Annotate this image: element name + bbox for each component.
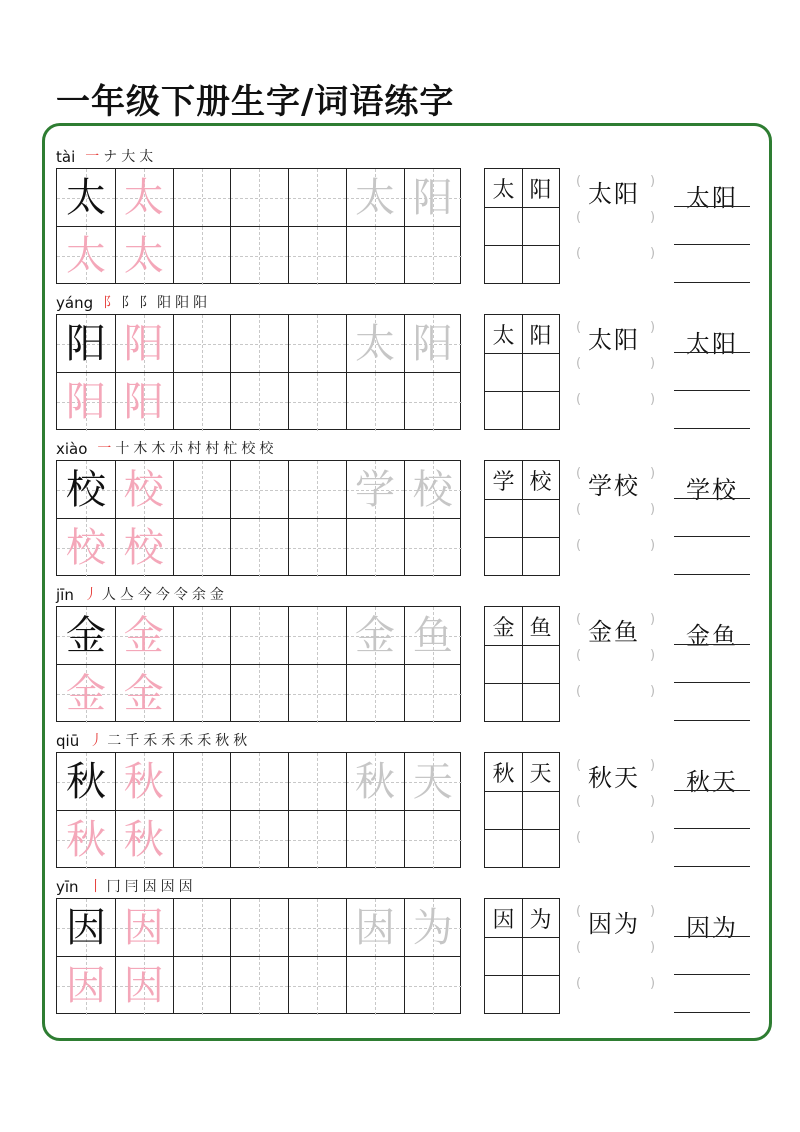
grid-cell[interactable] [346, 957, 404, 1015]
grid-cell[interactable] [230, 169, 288, 227]
word-text: 学校 [588, 472, 640, 500]
grid-cell[interactable] [288, 957, 346, 1015]
grid-cell[interactable] [346, 665, 404, 723]
writing-line[interactable] [674, 974, 750, 975]
paren-left: ( [576, 466, 582, 481]
paren-right: ) [650, 830, 656, 845]
writing-line[interactable] [674, 352, 750, 353]
trace-character: 阳 [123, 378, 164, 425]
stroke-step: 余 [191, 587, 206, 603]
stroke-step: 校 [241, 441, 256, 457]
trace-character: 金 [123, 613, 164, 659]
word-grid-character: 校 [529, 469, 552, 495]
word-text-underlined: 太阳 [686, 184, 738, 212]
word-trace-character: 太 [355, 321, 395, 367]
trace-character: 因 [123, 962, 164, 1009]
grid-divider [485, 353, 559, 354]
model-character: 校 [66, 467, 106, 513]
paren-left: ( [576, 794, 582, 809]
stroke-order-row [56, 140, 153, 166]
grid-cell[interactable] [288, 227, 346, 285]
stroke-step: 禾 [143, 733, 158, 749]
tracing-grid[interactable] [56, 314, 461, 430]
word-text-underlined: 学校 [686, 476, 738, 504]
grid-cell[interactable] [346, 811, 404, 869]
stroke-step: 丨 [88, 879, 103, 895]
paren-left: ( [576, 392, 582, 407]
stroke-order-row [56, 870, 193, 896]
grid-cell[interactable] [230, 607, 288, 665]
paren-right: ) [650, 904, 656, 919]
grid-divider [485, 207, 559, 208]
stroke-step: 金 [209, 587, 224, 603]
word-grid[interactable] [484, 898, 560, 1014]
paren-right: ) [650, 320, 656, 335]
grid-cell[interactable] [230, 373, 288, 431]
word-text-underlined: 金鱼 [686, 622, 738, 650]
grid-cell[interactable] [346, 373, 404, 431]
paren-left: ( [576, 210, 582, 225]
grid-cell[interactable] [173, 169, 231, 227]
paren-left: ( [576, 612, 582, 627]
paren-left: ( [576, 976, 582, 991]
word-grid[interactable] [484, 168, 560, 284]
grid-cell[interactable] [404, 227, 462, 285]
stroke-step: 禾 [161, 733, 176, 749]
grid-cell[interactable] [288, 899, 346, 957]
grid-cell[interactable] [230, 665, 288, 723]
stroke-order-row [56, 286, 207, 312]
paren-left: ( [576, 356, 582, 371]
pinyin-label: yīn [56, 878, 79, 896]
stroke-step: 十 [115, 441, 130, 457]
pinyin-label: yáng [56, 294, 94, 312]
paren-right: ) [650, 466, 656, 481]
stroke-step: 秋 [215, 733, 230, 749]
stroke-step: 阝 [121, 295, 136, 311]
stroke-step: 令 [173, 587, 188, 603]
writing-line[interactable] [674, 828, 750, 829]
stroke-step: 二 [107, 733, 122, 749]
tracing-grid[interactable] [56, 168, 461, 284]
grid-cell[interactable] [230, 753, 288, 811]
stroke-order-row [56, 578, 224, 604]
paren-right: ) [650, 794, 656, 809]
stroke-step: 木 [133, 441, 148, 457]
grid-cell[interactable] [173, 227, 231, 285]
pinyin-label: tài [56, 148, 76, 166]
word-grid-character: 太 [492, 177, 515, 203]
model-character: 因 [66, 905, 106, 951]
grid-cell[interactable] [230, 315, 288, 373]
paren-left: ( [576, 246, 582, 261]
word-text-underlined: 因为 [686, 914, 738, 942]
grid-cell[interactable] [288, 315, 346, 373]
grid-cell[interactable] [404, 957, 462, 1015]
stroke-step: 阳 [193, 295, 208, 311]
stroke-step: 阳 [157, 295, 172, 311]
model-character: 秋 [66, 759, 106, 805]
stroke-step: 阝 [103, 295, 118, 311]
stroke-step: 丿 [83, 587, 98, 603]
paren-left: ( [576, 904, 582, 919]
trace-character: 太 [66, 232, 106, 279]
grid-cell[interactable] [288, 461, 346, 519]
stroke-step: 杧 [223, 441, 238, 457]
stroke-step: 因 [160, 879, 175, 895]
grid-cell[interactable] [404, 665, 462, 723]
char-section [56, 870, 756, 1016]
tracing-grid[interactable] [56, 460, 461, 576]
word-grid[interactable] [484, 606, 560, 722]
writing-line[interactable] [674, 574, 750, 575]
word-grid-character: 阳 [529, 177, 552, 203]
grid-divider [485, 975, 559, 976]
trace-character: 阳 [123, 321, 164, 367]
paren-right: ) [650, 940, 656, 955]
word-trace-character: 校 [412, 467, 453, 513]
grid-cell[interactable] [173, 373, 231, 431]
char-section [56, 432, 756, 578]
grid-cell[interactable] [288, 373, 346, 431]
paren-right: ) [650, 392, 656, 407]
paren-left: ( [576, 940, 582, 955]
grid-divider [485, 537, 559, 538]
word-trace-character: 秋 [355, 759, 395, 805]
stroke-step: 太 [139, 149, 154, 165]
writing-line[interactable] [674, 790, 750, 791]
word-trace-character: 金 [355, 613, 395, 659]
writing-line[interactable] [674, 428, 750, 429]
word-grid-character: 天 [529, 761, 552, 787]
paren-right: ) [650, 648, 656, 663]
paren-right: ) [650, 684, 656, 699]
stroke-step: 村 [205, 441, 220, 457]
word-trace-character: 为 [412, 905, 453, 951]
grid-cell[interactable] [173, 811, 231, 869]
stroke-step: 亼 [119, 587, 134, 603]
word-text: 太阳 [588, 326, 640, 354]
tracing-grid[interactable] [56, 752, 461, 868]
paren-left: ( [576, 758, 582, 773]
word-trace-character: 太 [355, 175, 395, 221]
paren-right: ) [650, 758, 656, 773]
word-trace-character: 鱼 [412, 613, 453, 659]
grid-cell[interactable] [288, 753, 346, 811]
writing-line[interactable] [674, 1012, 750, 1013]
word-grid[interactable] [484, 752, 560, 868]
word-text-underlined: 太阳 [686, 330, 738, 358]
paren-left: ( [576, 538, 582, 553]
stroke-order-row [56, 724, 247, 750]
grid-cell[interactable] [230, 899, 288, 957]
char-section [56, 578, 756, 724]
grid-cell[interactable] [288, 169, 346, 227]
paren-right: ) [650, 356, 656, 371]
word-text-underlined: 秋天 [686, 768, 738, 796]
stroke-step: 秋 [233, 733, 248, 749]
model-character: 阳 [66, 321, 106, 367]
trace-character: 太 [123, 232, 164, 279]
grid-cell[interactable] [173, 665, 231, 723]
char-section [56, 140, 756, 286]
paren-left: ( [576, 174, 582, 189]
stroke-step: ナ [103, 149, 118, 165]
grid-cell[interactable] [288, 607, 346, 665]
stroke-step: 阳 [175, 295, 190, 311]
grid-divider [485, 683, 559, 684]
grid-cell[interactable] [173, 461, 231, 519]
paren-right: ) [650, 612, 656, 627]
word-grid-character: 太 [492, 323, 515, 349]
trace-character: 校 [123, 467, 164, 513]
word-grid-character: 为 [529, 907, 552, 933]
word-grid-character: 学 [492, 469, 515, 495]
word-grid-character: 金 [492, 615, 515, 641]
paren-right: ) [650, 246, 656, 261]
stroke-step: 禾 [179, 733, 194, 749]
writing-line[interactable] [674, 498, 750, 499]
grid-divider [485, 245, 559, 246]
writing-line[interactable] [674, 720, 750, 721]
word-grid-character: 鱼 [529, 615, 552, 641]
writing-line[interactable] [674, 866, 750, 867]
grid-cell[interactable] [173, 519, 231, 577]
stroke-step: 冃 [124, 879, 139, 895]
grid-cell[interactable] [404, 811, 462, 869]
stroke-order-row [56, 432, 273, 458]
stroke-step: 校 [259, 441, 274, 457]
trace-character: 秋 [123, 759, 164, 805]
word-text: 秋天 [588, 764, 640, 792]
grid-cell[interactable] [404, 519, 462, 577]
word-trace-character: 天 [412, 759, 453, 805]
writing-line[interactable] [674, 682, 750, 683]
word-grid-character: 阳 [529, 323, 552, 349]
char-section [56, 724, 756, 870]
stroke-step: 丿 [89, 733, 104, 749]
stroke-step: 大 [121, 149, 136, 165]
stroke-step: 一 [97, 441, 112, 457]
grid-cell[interactable] [288, 665, 346, 723]
pinyin-label: xiào [56, 440, 88, 458]
stroke-step: 千 [125, 733, 140, 749]
grid-divider [485, 391, 559, 392]
trace-character: 校 [66, 524, 106, 571]
grid-cell[interactable] [173, 899, 231, 957]
word-grid-character: 秋 [492, 761, 515, 787]
trace-character: 校 [123, 524, 164, 571]
model-character: 太 [66, 175, 106, 221]
paren-right: ) [650, 538, 656, 553]
paren-left: ( [576, 320, 582, 335]
tracing-grid[interactable] [56, 898, 461, 1014]
paren-left: ( [576, 648, 582, 663]
trace-character: 秋 [123, 816, 164, 863]
grid-cell[interactable] [173, 957, 231, 1015]
trace-character: 太 [123, 175, 164, 221]
trace-character: 秋 [66, 816, 106, 863]
word-grid[interactable] [484, 314, 560, 430]
stroke-step: 今 [155, 587, 170, 603]
grid-cell[interactable] [230, 957, 288, 1015]
grid-cell[interactable] [173, 753, 231, 811]
stroke-step: 冂 [106, 879, 121, 895]
grid-cell[interactable] [288, 519, 346, 577]
paren-right: ) [650, 210, 656, 225]
word-trace-character: 阳 [412, 321, 453, 367]
paren-left: ( [576, 502, 582, 517]
stroke-step: 因 [142, 879, 157, 895]
model-character: 金 [66, 613, 106, 659]
grid-cell[interactable] [230, 461, 288, 519]
trace-character: 因 [66, 962, 106, 1009]
writing-line[interactable] [674, 206, 750, 207]
word-text: 太阳 [588, 180, 640, 208]
trace-character: 阳 [66, 378, 106, 425]
writing-line[interactable] [674, 536, 750, 537]
stroke-step: 阝 [139, 295, 154, 311]
stroke-step: 禾 [197, 733, 212, 749]
grid-cell[interactable] [404, 373, 462, 431]
writing-line[interactable] [674, 644, 750, 645]
stroke-step: 村 [187, 441, 202, 457]
word-grid[interactable] [484, 460, 560, 576]
stroke-step: 朩 [169, 441, 184, 457]
pinyin-label: qiū [56, 732, 80, 750]
word-trace-character: 学 [355, 467, 395, 513]
grid-cell[interactable] [230, 519, 288, 577]
grid-cell[interactable] [173, 607, 231, 665]
paren-right: ) [650, 976, 656, 991]
stroke-step: 人 [101, 587, 116, 603]
grid-divider [485, 499, 559, 500]
grid-cell[interactable] [288, 811, 346, 869]
word-grid-character: 因 [492, 907, 515, 933]
char-section [56, 286, 756, 432]
stroke-step: 今 [137, 587, 152, 603]
tracing-grid[interactable] [56, 606, 461, 722]
word-trace-character: 阳 [412, 175, 453, 221]
grid-cell[interactable] [230, 227, 288, 285]
word-text: 金鱼 [588, 618, 640, 646]
paren-right: ) [650, 502, 656, 517]
grid-divider [485, 645, 559, 646]
grid-cell[interactable] [230, 811, 288, 869]
paren-right: ) [650, 174, 656, 189]
pinyin-label: jīn [56, 586, 74, 604]
stroke-step: 一 [85, 149, 100, 165]
writing-line[interactable] [674, 282, 750, 283]
word-text: 因为 [588, 910, 640, 938]
writing-line[interactable] [674, 244, 750, 245]
grid-cell[interactable] [346, 227, 404, 285]
trace-character: 金 [66, 670, 106, 717]
trace-character: 因 [123, 905, 164, 951]
grid-cell[interactable] [173, 315, 231, 373]
grid-cell[interactable] [346, 519, 404, 577]
grid-divider [485, 937, 559, 938]
writing-line[interactable] [674, 390, 750, 391]
writing-line[interactable] [674, 936, 750, 937]
paren-left: ( [576, 684, 582, 699]
stroke-step: 因 [178, 879, 193, 895]
paren-left: ( [576, 830, 582, 845]
grid-divider [485, 829, 559, 830]
trace-character: 金 [123, 670, 164, 717]
word-trace-character: 因 [355, 905, 395, 951]
grid-divider [485, 791, 559, 792]
stroke-step: 木 [151, 441, 166, 457]
page-title: 一年级下册生字/词语练字 [56, 82, 455, 122]
